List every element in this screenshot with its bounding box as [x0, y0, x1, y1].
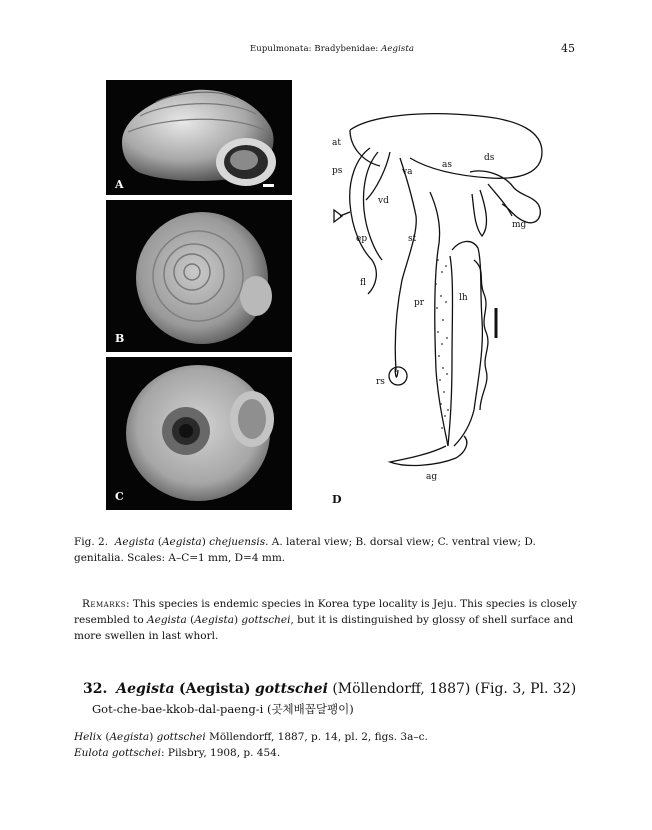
genitalia-line-drawing: [310, 80, 580, 510]
label-va: va: [402, 167, 413, 177]
species-common-name: Got-che-bae-kkob-dal-paeng-i (곳체배꼽달팽이): [92, 702, 354, 716]
label-mg: mg: [512, 220, 527, 230]
label-ps: ps: [332, 166, 343, 176]
figure-panel-c: [106, 357, 292, 510]
label-lh: lh: [459, 293, 468, 303]
label-st: st: [408, 234, 417, 244]
label-pr: pr: [414, 298, 425, 308]
panel-letter-c: C: [115, 490, 124, 503]
remarks-paragraph: Remarks: This species is endemic species in Korea type locality is Jeju. This species is closely resembled to Aegista (Aegista) gottschei, but it is distinguished by glossy of shell surface and more swellen in last whorl.: [74, 598, 578, 642]
synonym-line: Helix (Aegista) gottschei Möllendorff, 1887, p. 14, pl. 2, figs. 3a–c.: [74, 731, 428, 743]
label-ag: ag: [426, 472, 438, 482]
figure-panel-d-genitalia: [310, 80, 580, 510]
panel-letter-d: D: [332, 493, 342, 506]
remarks-heading: Remarks: [82, 598, 127, 610]
species-heading: 32. Aegista (Aegista) gottschei (Möllendorff, 1887) (Fig. 3, Pl. 32): [83, 681, 577, 697]
label-ep: ep: [356, 234, 368, 244]
label-vd: vd: [378, 196, 389, 206]
label-fl: fl: [360, 278, 367, 288]
running-title: Eupulmonata: Bradybenidae: Aegista: [250, 44, 415, 54]
scale-bar-a: [263, 184, 274, 187]
shell-dorsal-photo: [106, 200, 292, 352]
panel-letter-b: B: [115, 332, 125, 345]
running-header: [0, 44, 652, 58]
label-as: as: [442, 160, 452, 170]
label-at: at: [332, 138, 341, 148]
synonym-line: Eulota gottschei: Pilsbry, 1908, p. 454.: [74, 747, 281, 759]
figure-panel-b: [106, 200, 292, 352]
shell-ventral-photo: [106, 357, 292, 510]
figure-panel-a: [106, 80, 292, 195]
page-number: 45: [561, 42, 575, 55]
shell-lateral-photo: [106, 80, 292, 195]
label-rs: rs: [376, 377, 385, 387]
label-ds: ds: [484, 153, 495, 163]
figure-caption: Fig. 2. Aegista (Aegista) chejuensis. A. lateral view; B. dorsal view; C. ventral view; D. genitalia. Scales: A–C=1 mm, D=4 mm.: [74, 536, 536, 564]
panel-letter-a: A: [115, 178, 124, 191]
